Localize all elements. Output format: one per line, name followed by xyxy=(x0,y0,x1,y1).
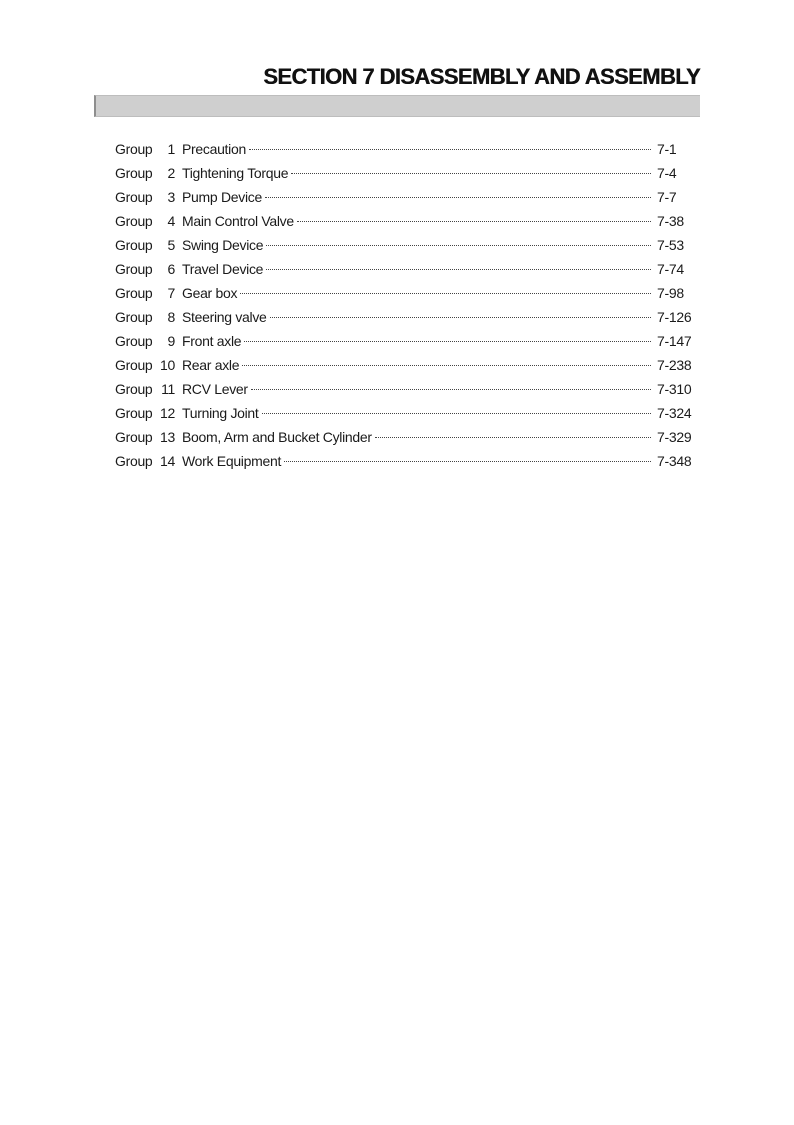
toc-page-number: 7-310 xyxy=(657,381,692,397)
toc-entry-title: RCV Lever xyxy=(182,381,248,397)
toc-group-number: 6 xyxy=(167,261,175,277)
table-of-contents xyxy=(115,141,697,477)
toc-group-number: 8 xyxy=(167,309,175,325)
toc-group-number: 4 xyxy=(167,213,175,229)
toc-group-word: Group xyxy=(115,309,153,325)
toc-entry-title: Steering valve xyxy=(182,309,267,325)
toc-page-number: 7-74 xyxy=(657,261,684,277)
toc-entry-title: Rear axle xyxy=(182,357,240,373)
toc-group-number: 2 xyxy=(167,165,175,181)
toc-page-number: 7-38 xyxy=(657,213,684,229)
toc-page-number: 7-147 xyxy=(657,333,692,349)
toc-group-word: Group xyxy=(115,333,153,349)
toc-entry-group-7[interactable] xyxy=(115,285,697,309)
toc-leader-dots xyxy=(242,365,651,366)
toc-leader-dots xyxy=(291,173,651,174)
toc-page-number: 7-98 xyxy=(657,285,684,301)
toc-group-number: 10 xyxy=(160,357,175,373)
toc-group-word: Group xyxy=(115,213,153,229)
toc-entry-group-1[interactable] xyxy=(115,141,697,165)
toc-group-word: Group xyxy=(115,237,153,253)
toc-entry-group-5[interactable] xyxy=(115,237,697,261)
toc-group-word: Group xyxy=(115,429,153,445)
toc-entry-group-6[interactable] xyxy=(115,261,697,285)
toc-entry-group-14[interactable] xyxy=(115,453,697,477)
toc-group-number: 12 xyxy=(160,405,175,421)
toc-entry-title: Front axle xyxy=(182,333,242,349)
toc-entry-group-3[interactable] xyxy=(115,189,697,213)
toc-entry-group-8[interactable] xyxy=(115,309,697,333)
toc-page-number: 7-126 xyxy=(657,309,692,325)
toc-page-number: 7-348 xyxy=(657,453,692,469)
toc-group-word: Group xyxy=(115,165,153,181)
toc-leader-dots xyxy=(262,413,651,414)
toc-entry-title: Tightening Torque xyxy=(182,165,289,181)
toc-entry-group-4[interactable] xyxy=(115,213,697,237)
toc-page-number: 7-238 xyxy=(657,357,692,373)
toc-group-word: Group xyxy=(115,261,153,277)
toc-entry-title: Main Control Valve xyxy=(182,213,294,229)
toc-page-number: 7-324 xyxy=(657,405,692,421)
title-bar xyxy=(94,95,700,117)
toc-leader-dots xyxy=(240,293,651,294)
toc-group-number: 9 xyxy=(167,333,175,349)
toc-entry-group-13[interactable] xyxy=(115,429,697,453)
toc-entry-group-9[interactable] xyxy=(115,333,697,357)
toc-group-word: Group xyxy=(115,357,153,373)
toc-leader-dots xyxy=(251,389,651,390)
toc-group-word: Group xyxy=(115,285,153,301)
toc-group-number: 3 xyxy=(167,189,175,205)
toc-leader-dots xyxy=(265,197,651,198)
section-title: SECTION 7 DISASSEMBLY AND ASSEMBLY xyxy=(263,64,700,89)
toc-entry-title: Precaution xyxy=(182,141,246,157)
toc-group-number: 5 xyxy=(167,237,175,253)
toc-group-word: Group xyxy=(115,189,153,205)
toc-entry-group-11[interactable] xyxy=(115,381,697,405)
toc-group-number: 7 xyxy=(167,285,175,301)
toc-leader-dots xyxy=(244,341,651,342)
toc-leader-dots xyxy=(270,317,651,318)
toc-entry-title: Gear box xyxy=(182,285,238,301)
toc-group-word: Group xyxy=(115,141,153,157)
toc-group-number: 14 xyxy=(160,453,175,469)
toc-group-word: Group xyxy=(115,453,153,469)
toc-page-number: 7-329 xyxy=(657,429,692,445)
toc-group-number: 13 xyxy=(160,429,175,445)
toc-entry-group-2[interactable] xyxy=(115,165,697,189)
toc-leader-dots xyxy=(284,461,651,462)
toc-entry-title: Travel Device xyxy=(182,261,264,277)
toc-entry-title: Swing Device xyxy=(182,237,264,253)
toc-group-number: 1 xyxy=(167,141,175,157)
toc-group-number: 11 xyxy=(161,381,175,397)
toc-leader-dots xyxy=(375,437,651,438)
toc-page-number: 7-7 xyxy=(657,189,677,205)
toc-leader-dots xyxy=(297,221,651,222)
toc-entry-group-10[interactable] xyxy=(115,357,697,381)
toc-group-word: Group xyxy=(115,405,153,421)
toc-group-word: Group xyxy=(115,381,153,397)
toc-entry-title: Work Equipment xyxy=(182,453,282,469)
toc-leader-dots xyxy=(266,245,651,246)
toc-leader-dots xyxy=(266,269,651,270)
toc-leader-dots xyxy=(249,149,651,150)
toc-page-number: 7-53 xyxy=(657,237,684,253)
toc-page-number: 7-1 xyxy=(657,141,677,157)
toc-entry-group-12[interactable] xyxy=(115,405,697,429)
toc-entry-title: Turning Joint xyxy=(182,405,259,421)
toc-entry-title: Pump Device xyxy=(182,189,262,205)
toc-entry-title: Boom, Arm and Bucket Cylinder xyxy=(182,429,372,445)
toc-page-number: 7-4 xyxy=(657,165,677,181)
